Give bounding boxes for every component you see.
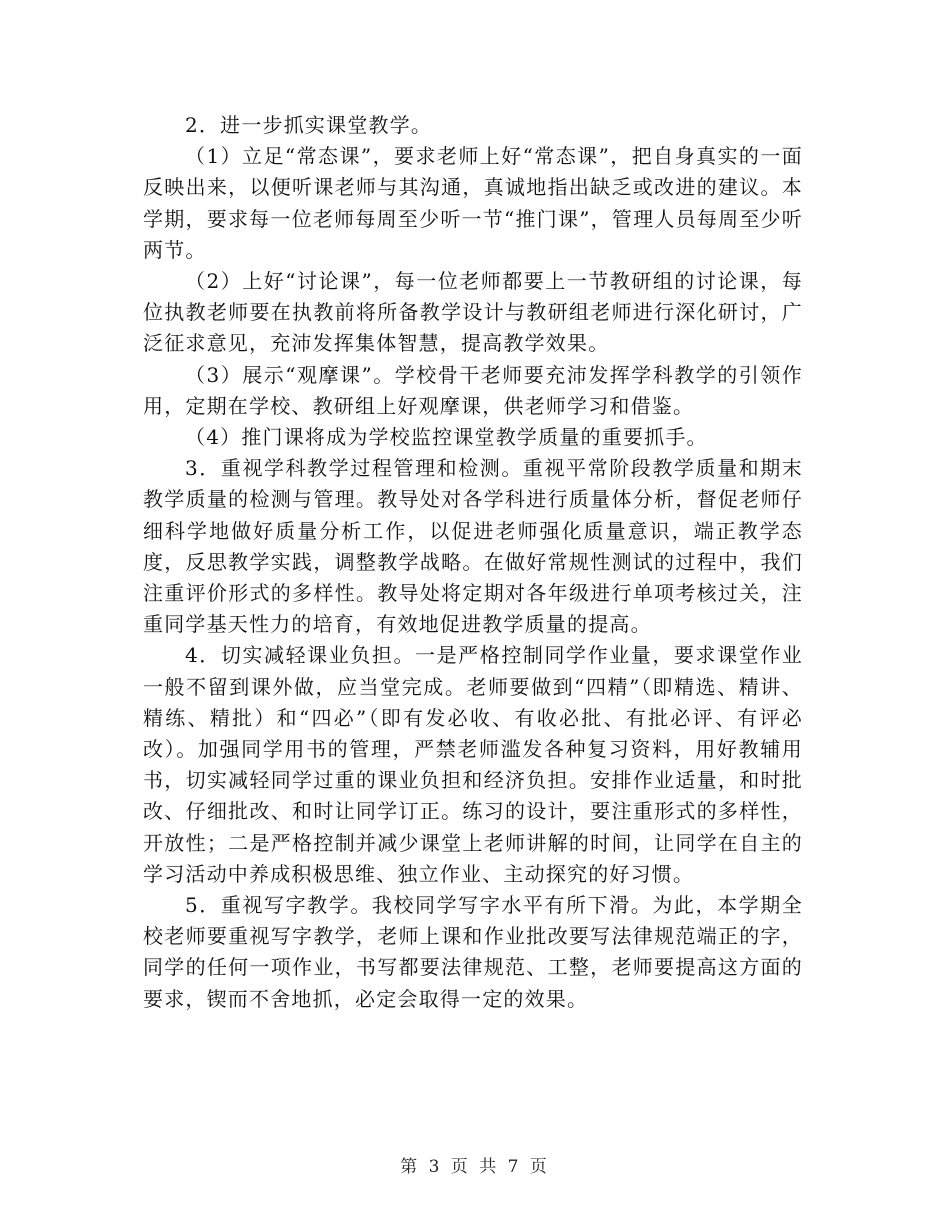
paragraph-item-4-drop-in-class: （4）推门课将成为学校监控课堂教学质量的重要抓手。 [185, 425, 708, 450]
paragraph-section-2-heading: 2．进一步抓实课堂教学。 [185, 113, 433, 137]
paragraph-section-5-handwriting: 5．重视写字教学。我校同学写字水平有所下滑。为此，本学期全校老师要重视写字教学，老师上课和作业批改要写法律规范端正的字，同学的任何一项作业，书写都要法律规范、工整，老师要提高这方面的要求，锲而不舍地抓，必定会取得一定的效果。 [143, 893, 803, 1011]
paragraph-item-2-discussion-class: （2）上好“讨论课”，每一位老师都要上一节教研组的讨论课，每位执教老师要在执教前将所备教学设计与教研组老师进行深化研讨，广泛征求意见，充沛发挥集体智慧，提高教学效果。 [143, 269, 803, 356]
paragraph-item-1-normal-class: （1）立足“常态课”，要求老师上好“常态课”，把自身真实的一面反映出来，以便听课老师与其沟通，真诚地指出缺乏或改进的建议。本学期，要求每一位老师每周至少听一节“推门课”，管理人员每周至少听两节。 [143, 144, 803, 262]
paragraph-section-3-process-management: 3．重视学科教学过程管理和检测。重视平常阶段教学质量和期末教学质量的检测与管理。教导处对各学科进行质量体分析，督促老师仔细科学地做好质量分析工作，以促进老师强化质量意识，端正教学态度，反思教学实践，调整教学战略。在做好常规性测试的过程中，我们注重评价形式的多样性。教导处将定期对各年级进行单项考核过关，注重同学基天性力的培育，有效地促进教学质量的提高。 [143, 456, 803, 637]
paragraph-item-3-demonstration-class: （3）展示“观摩课”。学校骨干老师要充沛发挥学科教学的引领作用，定期在学校、教研组上好观摩课，供老师学习和借鉴。 [143, 362, 803, 418]
page-number-footer: 第 3 页 共 7 页 [400, 1157, 550, 1177]
document-body [143, 110, 803, 1015]
paragraph-section-4-reduce-burden: 4．切实减轻课业负担。一是严格控制同学作业量，要求课堂作业一般不留到课外做，应当堂完成。老师要做到“四精”（即精选、精讲、精练、精批）和“四必”（即有发必收、有收必批、有批必评、有评必改）。加强同学用书的管理，严禁老师滥发各种复习资料，用好教辅用书，切实减轻同学过重的课业负担和经济负担。安排作业适量，和时批改、仔细批改、和时让同学订正。练习的设计，要注重形式的多样性，开放性；二是严格控制并减少课堂上老师讲解的时间，让同学在自主的学习活动中养成积极思维、独立作业、主动探究的好习惯。 [143, 643, 803, 886]
